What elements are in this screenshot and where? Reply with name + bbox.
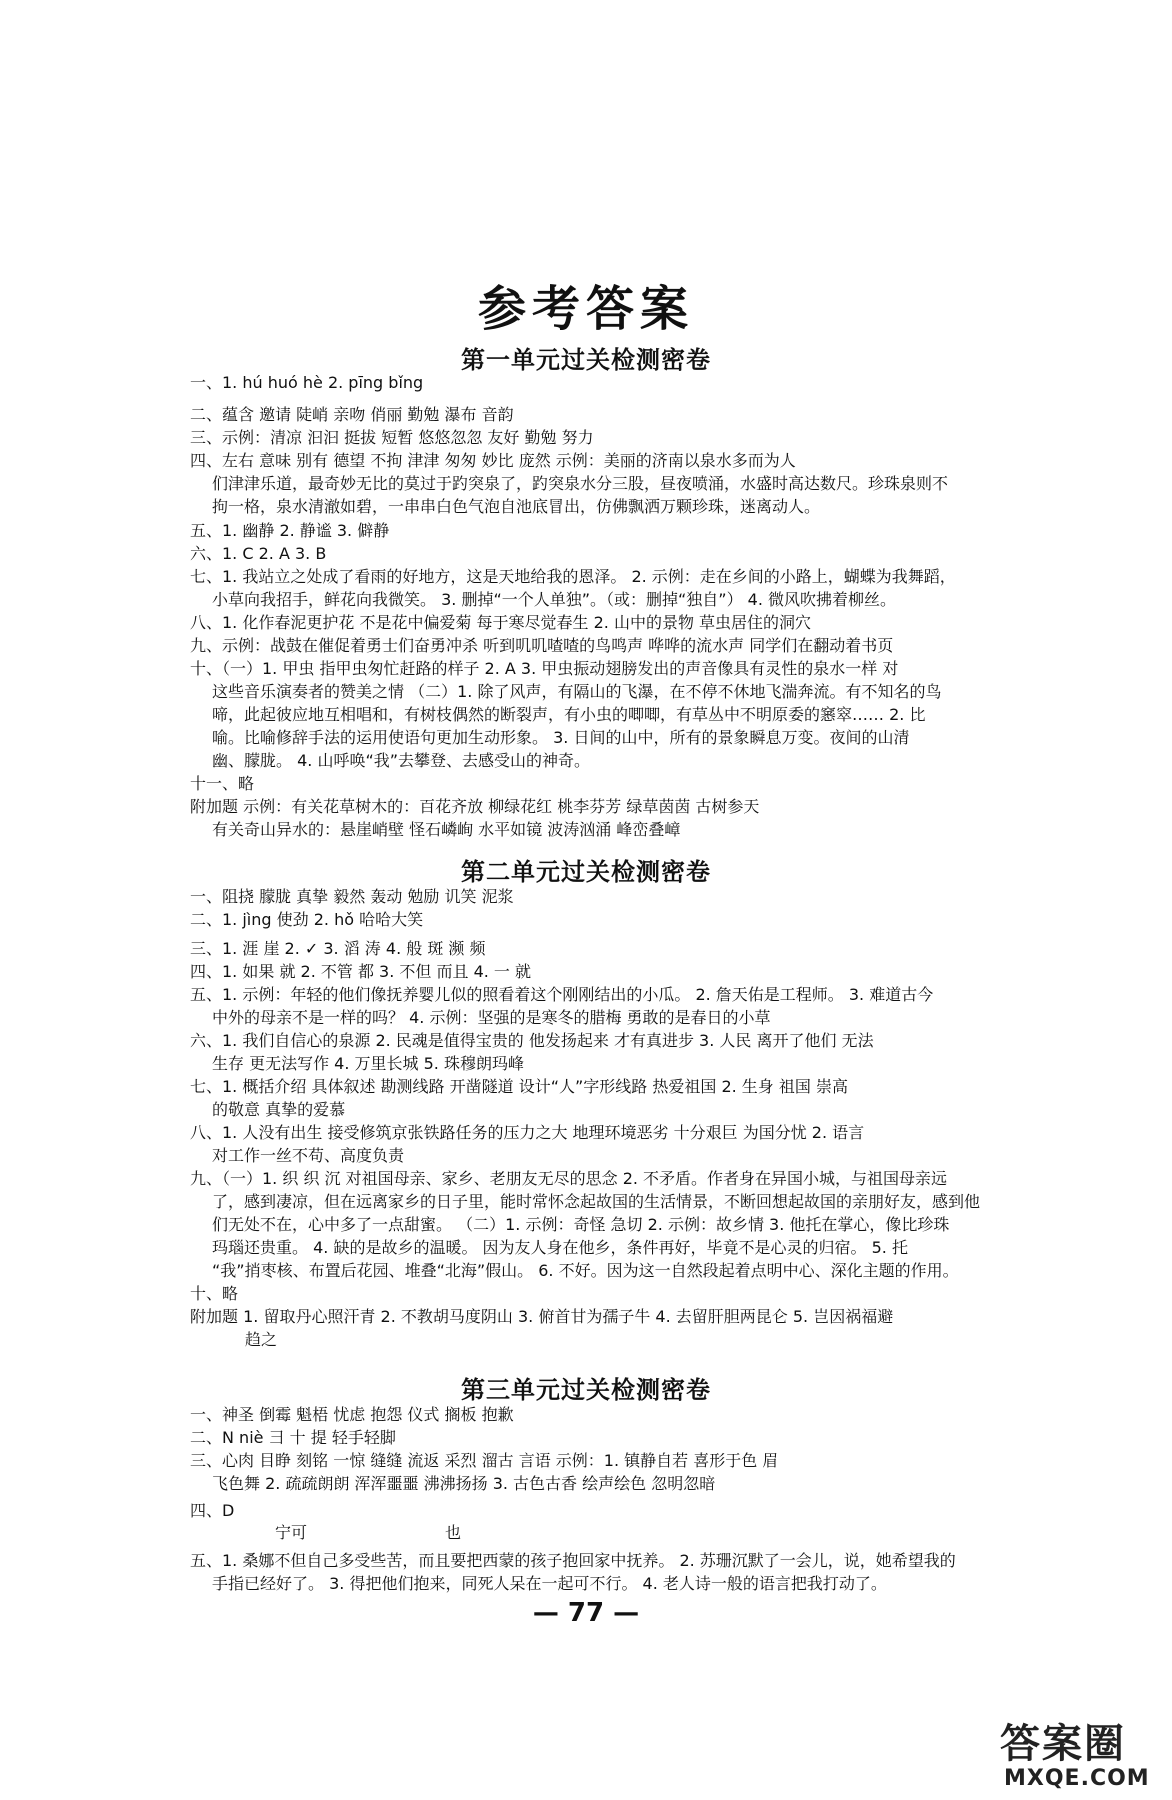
- answer-line: 十、（一）1. 甲虫 指甲虫匆忙赶路的样子 2. A 3. 甲虫振动翅膀发出的声音像具有灵性的泉水一样 对: [190, 659, 899, 678]
- answer-line: 玛瑙还贵重。 4. 缺的是故乡的温暖。 因为友人身在他乡，条件再好，毕竟不是心灵的归宿。 5. 托: [212, 1238, 908, 1257]
- correction-annotation: 宁可: [275, 1523, 308, 1542]
- answer-line: 四、左右 意味 别有 德望 不拘 津津 匆匆 妙比 庞然 示例：美丽的济南以泉水多而为人: [190, 451, 796, 470]
- answer-line: 对工作一丝不苟、高度负责: [212, 1146, 405, 1165]
- watermark-url: MXQE.COM: [1004, 1766, 1150, 1791]
- answer-line: 二、1. jìng 使劲 2. hǒ 哈哈大笑: [190, 910, 424, 929]
- answer-line: 五、1. 示例：年轻的他们像抚养婴儿似的照看着这个刚刚结出的小瓜。 2. 詹天佑是工程师。 3. 难道古今: [190, 985, 934, 1004]
- answer-line: 幽、朦胧。 4. 山呼唤“我”去攀登、去感受山的神奇。: [212, 751, 591, 770]
- answer-line: 八、1. 化作春泥更护花 不是花中偏爱菊 每于寒尽觉春生 2. 山中的景物 草虫居住的洞穴: [190, 613, 812, 632]
- answer-line: 啼，此起彼应地互相唱和，有树枝偶然的断裂声，有小虫的唧唧，有草丛中不明原委的窸窣…… 2. 比: [212, 705, 926, 724]
- answer-line: 五、1. 幽静 2. 静谧 3. 僻静: [190, 521, 390, 540]
- section-title: 第二单元过关检测密卷: [461, 858, 711, 886]
- watermark-title: 答案圈: [1000, 1721, 1126, 1767]
- answer-line: 六、1. 我们自信心的泉源 2. 民魂是值得宝贵的 他发扬起来 才有真进步 3. 人民 离开了他们 无法: [190, 1031, 874, 1050]
- answer-line: 五、1. 桑娜不但自己多受些苦，而且要把西蒙的孩子抱回家中抚养。 2. 苏珊沉默了一会儿，说，她希望我的: [190, 1551, 956, 1570]
- answer-line: 七、1. 我站立之处成了看雨的好地方，这是天地给我的恩泽。 2. 示例：走在乡间的小路上，蝴蝶为我舞蹈，: [190, 567, 956, 586]
- answer-line: 三、心肉 目睁 刻铭 一惊 缝缝 流返 采烈 溜古 言语 示例：1. 镇静自若 喜形于色 眉: [190, 1451, 779, 1470]
- answer-line: 手指已经好了。 3. 得把他们抱来，同死人呆在一起可不行。 4. 老人诗一般的语言把我打动了。: [212, 1574, 887, 1593]
- answer-line: 有关奇山异水的：悬崖峭壁 怪石嶙峋 水平如镜 波涛汹涌 峰峦叠嶂: [212, 820, 681, 839]
- answer-line: 们无处不在，心中多了一点甜蜜。 （二）1. 示例：奇怪 急切 2. 示例：故乡情 3. 他托在掌心，像比珍珠: [212, 1215, 950, 1234]
- answer-line: 三、示例：清凉 汩汩 挺拔 短暂 悠悠忽忽 友好 勤勉 努力: [190, 428, 594, 447]
- answer-line: 中外的母亲不是一样的吗？ 4. 示例：坚强的是寒冬的腊梅 勇敢的是春日的小草: [212, 1008, 771, 1027]
- answer-line: 一、神圣 倒霉 魁梧 忧虑 抱怨 仪式 搁板 抱歉: [190, 1405, 514, 1424]
- answer-line: 七、1. 概括介绍 具体叙述 勘测线路 开凿隧道 设计“人”字形线路 热爱祖国 2. 生身 祖国 崇高: [190, 1077, 848, 1096]
- answer-line: 喻。比喻修辞手法的运用使语句更加生动形象。 3. 日间的山中，所有的景象瞬息万变。夜间的山清: [212, 728, 910, 747]
- watermark-logo: [1000, 1712, 1170, 1796]
- answer-line: 十、略: [190, 1284, 239, 1303]
- answer-line: 八、1. 人没有出生 接受修筑京张铁路任务的压力之大 地理环境恶劣 十分艰巨 为国分忧 2. 语言: [190, 1123, 865, 1142]
- answer-line: 们津津乐道，最奇妙无比的莫过于趵突泉了，趵突泉水分三股，昼夜喷涌，水盛时高达数尺。珍珠泉则不: [212, 474, 949, 493]
- answer-line: 一、阻挠 朦胧 真挚 毅然 轰动 勉励 讥笑 泥浆: [190, 887, 514, 906]
- answer-line: 的敬意 真挚的爱慕: [212, 1100, 346, 1119]
- page-title: 参考答案: [477, 281, 694, 337]
- answer-line: 一、1. hú huó hè 2. pīng bǐng: [190, 373, 424, 392]
- answer-line: 小草向我招手，鲜花向我微笑。 3. 删掉“一个人单独”。（或：删掉“独自”） 4. 微风吹拂着柳丝。: [212, 590, 897, 609]
- answer-line: 四、1. 如果 就 2. 不管 都 3. 不但 而且 4. 一 就: [190, 962, 532, 981]
- answer-line: 拘一格，泉水清澈如碧，一串串白色气泡自池底冒出，仿佛飘洒万颗珍珠，迷离动人。: [212, 497, 821, 516]
- answer-line: 三、1. 涯 崖 2. ✓ 3. 滔 涛 4. 般 斑 濒 频: [190, 939, 486, 958]
- answer-line: 六、1. C 2. A 3. B: [190, 544, 327, 563]
- page-number: — 77 —: [532, 1598, 640, 1628]
- answer-line: 飞色舞 2. 疏疏朗朗 浑浑噩噩 沸沸扬扬 3. 古色古香 绘声绘色 忽明忽暗: [212, 1474, 716, 1493]
- answer-line: 二、N niè ⺕ 十 提 轻手轻脚: [190, 1428, 396, 1447]
- answer-line: 二、蕴含 邀请 陡峭 亲吻 俏丽 勤勉 瀑布 音韵: [190, 405, 514, 424]
- section-title: 第三单元过关检测密卷: [461, 1376, 711, 1404]
- answer-line: 了，感到凄凉，但在远离家乡的日子里，能时常怀念起故国的生活情景，不断回想起故国的亲朋好友，感到他: [212, 1192, 981, 1211]
- section-title: 第一单元过关检测密卷: [461, 346, 711, 374]
- answer-line: 附加题 1. 留取丹心照汗青 2. 不教胡马度阴山 3. 俯首甘为孺子牛 4. 去留肝胆两昆仑 5. 岂因祸福避: [190, 1307, 894, 1326]
- answer-line: 趋之: [245, 1330, 278, 1349]
- answer-line: 十一、略: [190, 774, 255, 793]
- answer-line: “我”捎枣核、布置后花园、堆叠“北海”假山。 6. 不好。因为这一自然段起着点明中心、深化主题的作用。: [212, 1261, 959, 1280]
- answer-line: 九、示例：战鼓在催促着勇士们奋勇冲杀 听到叽叽喳喳的鸟鸣声 哗哗的流水声 同学们在翻动着书页: [190, 636, 894, 655]
- answer-line: 这些音乐演奏者的赞美之情 （二）1. 除了风声，有隔山的飞瀑，在不停不休地飞湍奔流。有不知名的鸟: [212, 682, 942, 701]
- answer-line: 附加题 示例：有关花草树木的：百花齐放 柳绿花红 桃李芬芳 绿草茵茵 古树参天: [190, 797, 760, 816]
- answer-line: 九、（一）1. 织 织 沉 对祖国母亲、家乡、老朋友无尽的思念 2. 不矛盾。作者身在异国小城，与祖国母亲远: [190, 1169, 948, 1188]
- answer-line: 四、D: [190, 1501, 235, 1520]
- correction-annotation: 也: [445, 1523, 462, 1542]
- answer-line: 生存 更无法写作 4. 万里长城 5. 珠穆朗玛峰: [212, 1054, 524, 1073]
